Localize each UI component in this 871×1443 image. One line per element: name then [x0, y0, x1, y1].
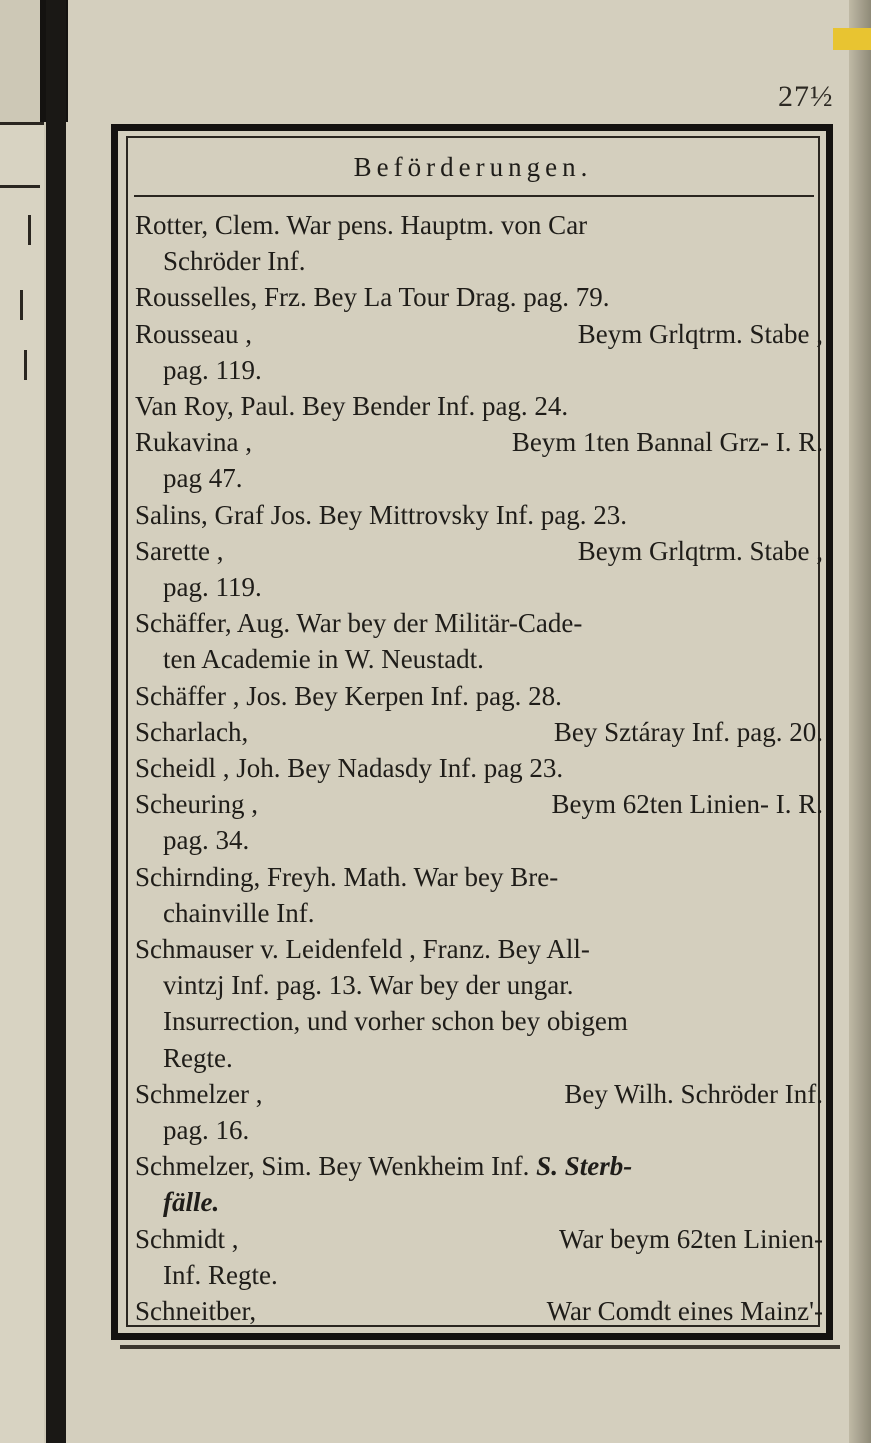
entry-text: Schröder Inf. — [163, 246, 306, 277]
entry-text: chainville Inf. — [163, 897, 315, 928]
left-page-spine-line — [46, 0, 66, 1443]
entry-text: Scheidl , Joh. Bey Nadasdy Inf. pag 23. — [135, 753, 564, 783]
entry-text: Regte. — [163, 1042, 233, 1073]
entry-name: Schneitber, — [135, 1296, 257, 1326]
entry-line — [135, 391, 568, 421]
entry-detail: Beym 1ten Bannal Grz- I. R. — [511, 427, 823, 458]
left-page-mark — [24, 350, 27, 380]
entry-detail: Beym Grlqtrm. Stabe , — [577, 535, 823, 566]
entry-line-columns — [135, 1224, 823, 1254]
entry-detail: War Comdt eines Mainz'- — [546, 1296, 823, 1326]
entry-line-columns — [135, 1079, 823, 1109]
entry-line — [135, 210, 587, 240]
entry-text: Schäffer, Aug. War bey der Militär-Cade- — [135, 608, 583, 639]
entry-text: Insurrection, und vorher schon bey obigem — [163, 1006, 628, 1037]
entry-line — [163, 246, 305, 276]
entry-line-columns — [135, 536, 823, 566]
entry-line — [135, 717, 823, 747]
entry-name: Sarette , — [135, 535, 224, 566]
left-page-mark — [20, 290, 23, 320]
entry-text: pag 47. — [163, 463, 243, 494]
entry-line — [163, 463, 242, 493]
entry-name: Rukavina , — [135, 427, 252, 458]
left-page-mark — [28, 215, 31, 245]
bottom-rule — [120, 1345, 840, 1349]
entry-text: pag. 16. — [163, 1115, 250, 1145]
entry-text: fälle. — [163, 1187, 220, 1218]
entry-name: Rousseau , — [135, 318, 252, 349]
entry-line — [135, 862, 558, 892]
entry-line-columns — [135, 717, 823, 747]
entry-line — [135, 536, 823, 566]
entry-line — [135, 608, 582, 638]
entry-line-columns — [135, 319, 823, 349]
entry-line — [163, 1260, 278, 1290]
entry-text: Van Roy, Paul. Bey Bender Inf. pag. 24. — [135, 391, 569, 421]
entry-cross-reference: S. Sterb- — [529, 1151, 633, 1182]
entry-line — [135, 934, 590, 964]
entry-line — [163, 644, 484, 674]
entry-text: Salins, Graf Jos. Bey Mittrovsky Inf. pag. 23. — [135, 499, 627, 530]
entry-detail: Beym 62ten Linien- I. R. — [551, 789, 823, 820]
entry-line — [135, 427, 823, 457]
entry-line — [163, 355, 262, 385]
entry-detail: Bey Sztáray Inf. pag. 20. — [553, 716, 823, 747]
entry-line — [135, 282, 610, 312]
entry-line — [163, 1043, 233, 1073]
entry-text: Inf. Regte. — [163, 1259, 278, 1290]
entry-line — [135, 681, 562, 711]
entry-detail: War beym 62ten Linien- — [559, 1223, 823, 1254]
entry-text: Schmauser v. Leidenfeld , Franz. Bey All- — [135, 934, 590, 964]
entry-text: pag. 119. — [163, 572, 262, 602]
entry-line-columns — [135, 1296, 823, 1326]
entry-name: Scheuring , — [135, 789, 258, 820]
entry-line — [163, 1006, 628, 1036]
entry-name: Schmidt , — [135, 1223, 239, 1254]
left-page-edge — [0, 122, 44, 1443]
entry-line — [135, 789, 823, 819]
entry-line-columns — [135, 427, 823, 457]
yellow-marker-tab — [833, 28, 871, 50]
page-number: 27½ — [778, 80, 834, 113]
entry-name: Scharlach, — [135, 716, 249, 747]
entry-line — [135, 319, 823, 349]
entry-text: vintzj Inf. pag. 13. War bey der ungar. — [163, 970, 574, 1001]
entry-text: pag. 34. — [163, 825, 250, 856]
entry-line — [135, 753, 563, 783]
entry-line — [163, 1115, 249, 1145]
entry-line — [163, 898, 314, 928]
heading-rule — [134, 195, 814, 197]
entry-line — [135, 500, 627, 530]
entry-detail: Beym Grlqtrm. Stabe , — [577, 318, 823, 349]
entry-text: pag. 119. — [163, 354, 262, 385]
left-page-rule — [0, 185, 40, 188]
binding-shadow — [849, 0, 871, 1443]
entry-line — [135, 1296, 823, 1326]
section-heading: Beförderungen. — [353, 152, 593, 182]
left-page-rule — [0, 122, 44, 125]
entry-name: Schmelzer , — [135, 1078, 263, 1109]
entry-text: Schmelzer, Sim. Bey Wenkheim Inf. — [135, 1151, 530, 1182]
entry-detail: Bey Wilh. Schröder Inf. — [564, 1078, 823, 1109]
entry-line — [135, 1224, 823, 1254]
entry-line-columns — [135, 789, 823, 819]
entry-text: Schäffer , Jos. Bey Kerpen Inf. pag. 28. — [135, 680, 562, 711]
entry-line — [135, 1079, 823, 1109]
entry-line — [163, 970, 573, 1000]
entry-line — [163, 1187, 219, 1217]
entry-line — [135, 1151, 632, 1181]
entry-text: Rousselles, Frz. Bey La Tour Drag. pag. 79. — [135, 282, 610, 313]
entry-text: Schirnding, Freyh. Math. War bey Bre- — [135, 861, 559, 892]
entry-line — [163, 572, 262, 602]
entry-text: Rotter, Clem. War pens. Hauptm. von Car — [135, 210, 588, 240]
entry-text: ten Academie in W. Neustadt. — [163, 644, 484, 675]
entry-line — [163, 825, 249, 855]
